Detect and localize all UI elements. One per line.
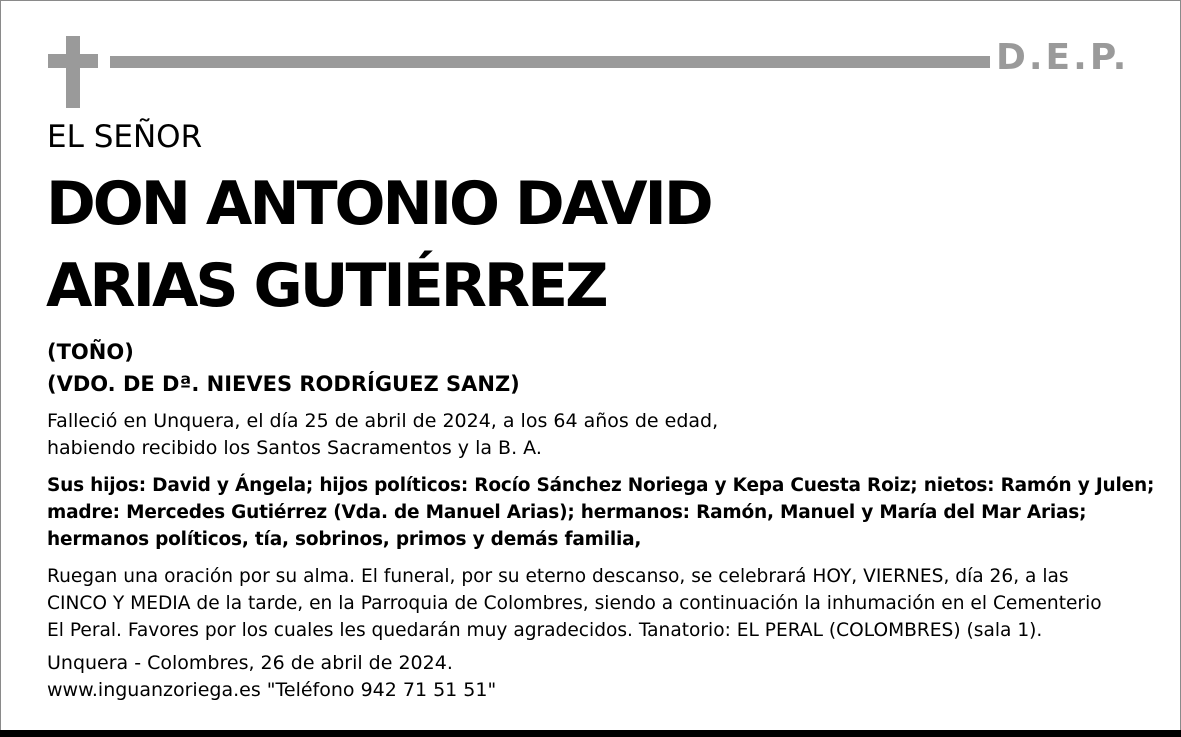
bottom-rule <box>0 730 1181 737</box>
latin-cross-icon <box>66 36 80 108</box>
family-list <box>47 472 1154 553</box>
latin-cross-icon-arm <box>48 54 98 68</box>
death-notice-line: Falleció en Unquera, el día 25 de abril de 2024, a los 64 años de edad, <box>47 410 719 432</box>
dep-label: D.E.P. <box>996 37 1130 78</box>
family-line: madre: Mercedes Gutiérrez (Vda. de Manuel Arias); hermanos: Ramón, Manuel y María del Mar Arias; <box>47 502 1087 523</box>
contact-info: www.inguanzoriega.es "Teléfono 942 71 51 51" <box>47 679 497 701</box>
nickname: (TOÑO) <box>47 340 134 364</box>
deceased-name-line1: DON ANTONIO DAVID <box>46 169 711 239</box>
deceased-name-line2: ARIAS GUTIÉRREZ <box>46 251 606 321</box>
death-notice-line: habiendo recibido los Santos Sacramentos y la B. A. <box>47 437 542 459</box>
header-rule <box>110 56 990 68</box>
family-line: hermanos políticos, tía, sobrinos, primos y demás familia, <box>47 529 642 550</box>
honorific: EL SEÑOR <box>47 119 203 155</box>
funeral-line: CINCO Y MEDIA de la tarde, en la Parroquia de Colombres, siendo a continuación la inhumación en el Cementerio <box>47 593 1102 614</box>
family-line: Sus hijos: David y Ángela; hijos políticos: Rocío Sánchez Noriega y Kepa Cuesta Roiz; nietos: Ramón y Julen; <box>47 475 1155 496</box>
death-notice <box>47 408 718 462</box>
funeral-line: El Peral. Favores por los cuales les quedarán muy agradecidos. Tanatorio: EL PERAL (COLOMBRES) (sala 1). <box>47 620 1043 641</box>
widower-of: (VDO. DE Dª. NIEVES RODRÍGUEZ SANZ) <box>47 372 520 396</box>
footer <box>47 650 496 704</box>
funeral-line: Ruegan una oración por su alma. El funeral, por su eterno descanso, se celebrará HOY, VIERNES, día 26, a las <box>47 566 1069 587</box>
place-date: Unquera - Colombres, 26 de abril de 2024. <box>47 652 453 674</box>
funeral-details <box>47 563 1102 644</box>
